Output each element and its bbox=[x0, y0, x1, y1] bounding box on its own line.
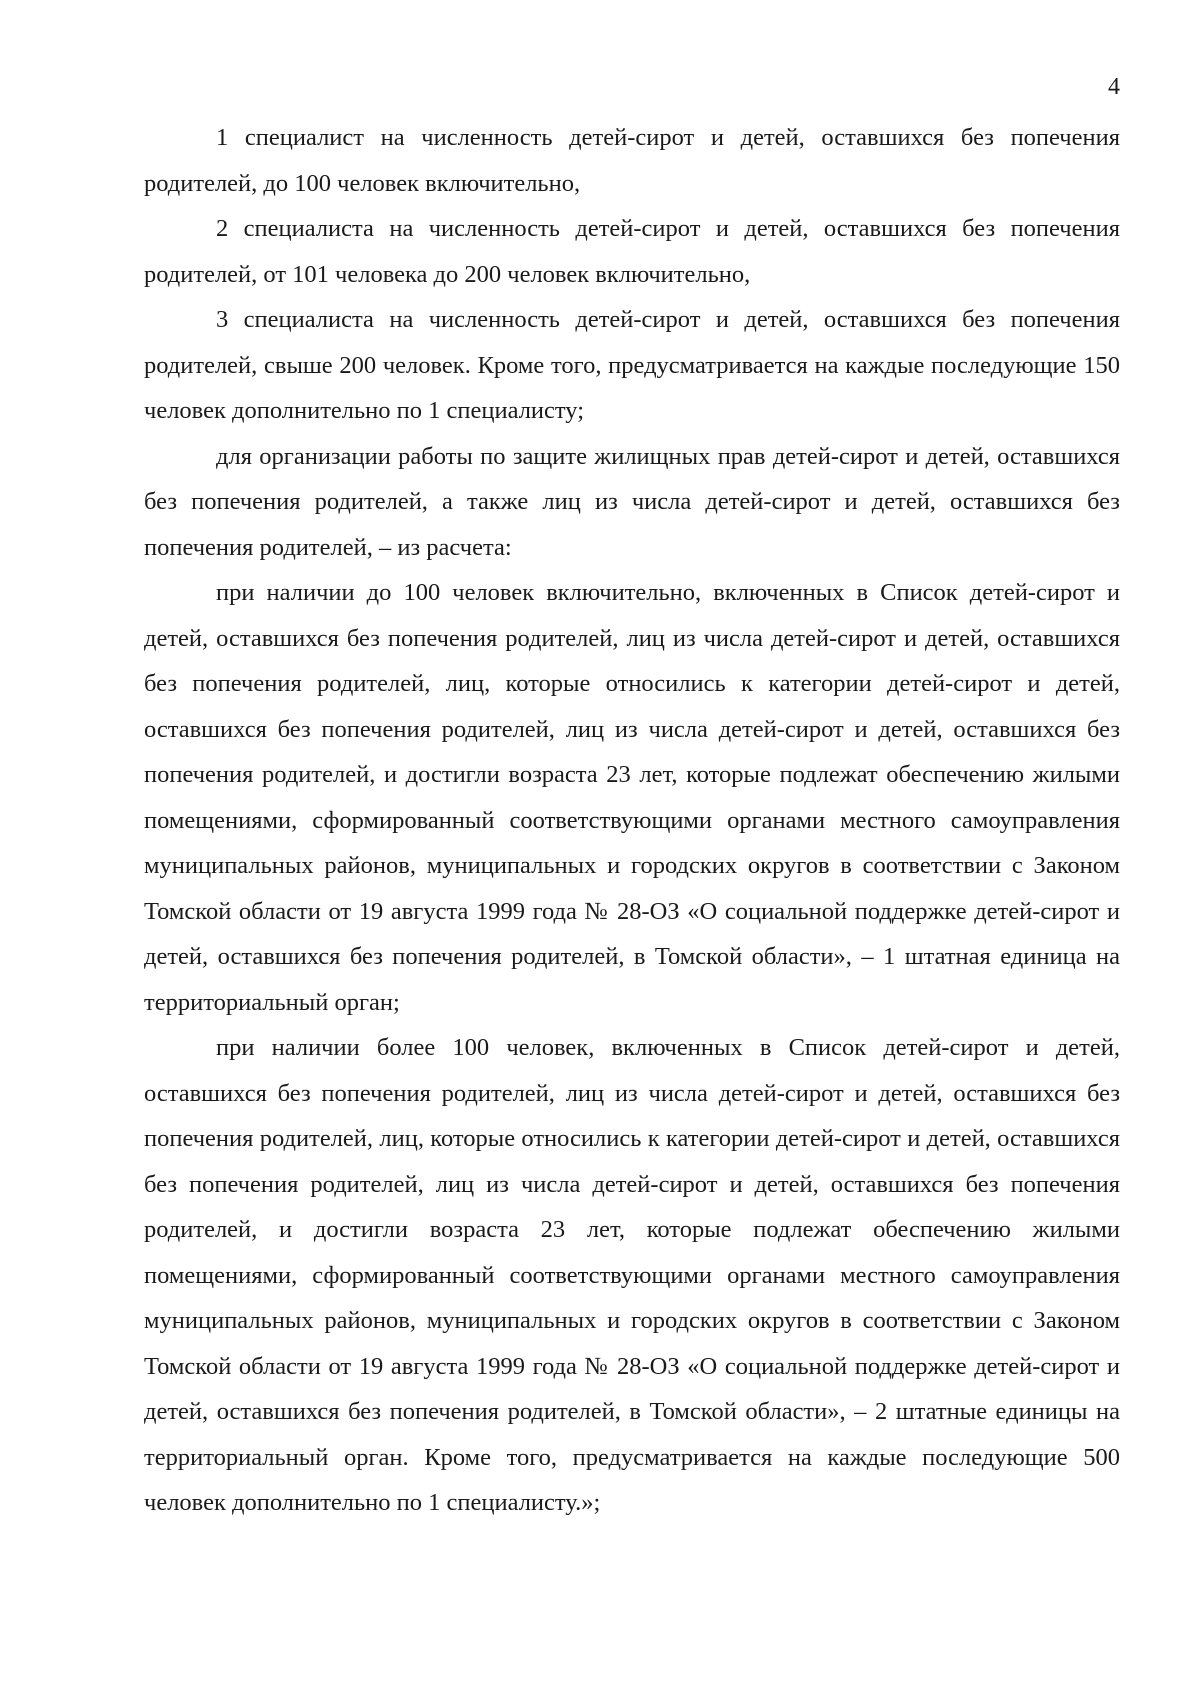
paragraph-3-specialists: 3 специалиста на численность детей-сирот и детей, оставшихся без попечения родителей, свыше 200 человек. Кроме того, предусматривается на каждые последующие 150 человек дополнительно по 1 специалисту; bbox=[144, 306, 1120, 424]
document-body bbox=[144, 115, 1120, 1526]
paragraph-1-specialist: 1 специалист на численность детей-сирот и детей, оставшихся без попечения родителей, до 100 человек включительно, bbox=[144, 124, 1120, 197]
page-number: 4 bbox=[1108, 74, 1120, 100]
paragraph-housing-rights: для организации работы по защите жилищных прав детей-сирот и детей, оставшихся без попечения родителей, а также лиц из числа детей-сирот и детей, оставшихся без попечения родителей, – из расчета: bbox=[144, 442, 1120, 561]
paragraph-more-than-100: при наличии более 100 человек, включенных в Список детей-сирот и детей, оставшихся без попечения родителей, лиц из числа детей-сирот и детей, оставшихся без попечения родителей, лиц, которые относились к категории детей-сирот и детей, оставшихся без попечения родителей, лиц из числа детей-сирот и детей, оставшихся без попечения родителей, и достигли возраста 23 лет, которые подлежат обеспечению жилыми помещениями, сформированный соответствующими органами местного самоуправления муниципальных районов, муниципальных и городских округов в соответствии с Законом Томской области от 19 августа 1999 года № 28-ОЗ «О социальной поддержке детей-сирот и детей, оставшихся без попечения родителей, в Томской области», – 2 штатные единицы на территориальный орган. Кроме того, предусматривается на каждые последующие 500 человек дополнительно по 1 специалисту.»; bbox=[144, 1034, 1120, 1516]
paragraph-up-to-100: при наличии до 100 человек включительно, включенных в Список детей-сирот и детей, оставшихся без попечения родителей, лиц из числа детей-сирот и детей, оставшихся без попечения родителей, лиц, которые относились к категории детей-сирот и детей, оставшихся без попечения родителей, лиц из числа детей-сирот и детей, оставшихся без попечения родителей, и достигли возраста 23 лет, которые подлежат обеспечению жилыми помещениями, сформированный соответствующими органами местного самоуправления муниципальных районов, муниципальных и городских округов в соответствии с Законом Томской области от 19 августа 1999 года № 28-ОЗ «О социальной поддержке детей-сирот и детей, оставшихся без попечения родителей, в Томской области», – 1 штатная единица на территориальный орган; bbox=[144, 579, 1120, 1016]
paragraph-2-specialists: 2 специалиста на численность детей-сирот и детей, оставшихся без попечения родителей, от 101 человека до 200 человек включительно, bbox=[144, 215, 1120, 288]
